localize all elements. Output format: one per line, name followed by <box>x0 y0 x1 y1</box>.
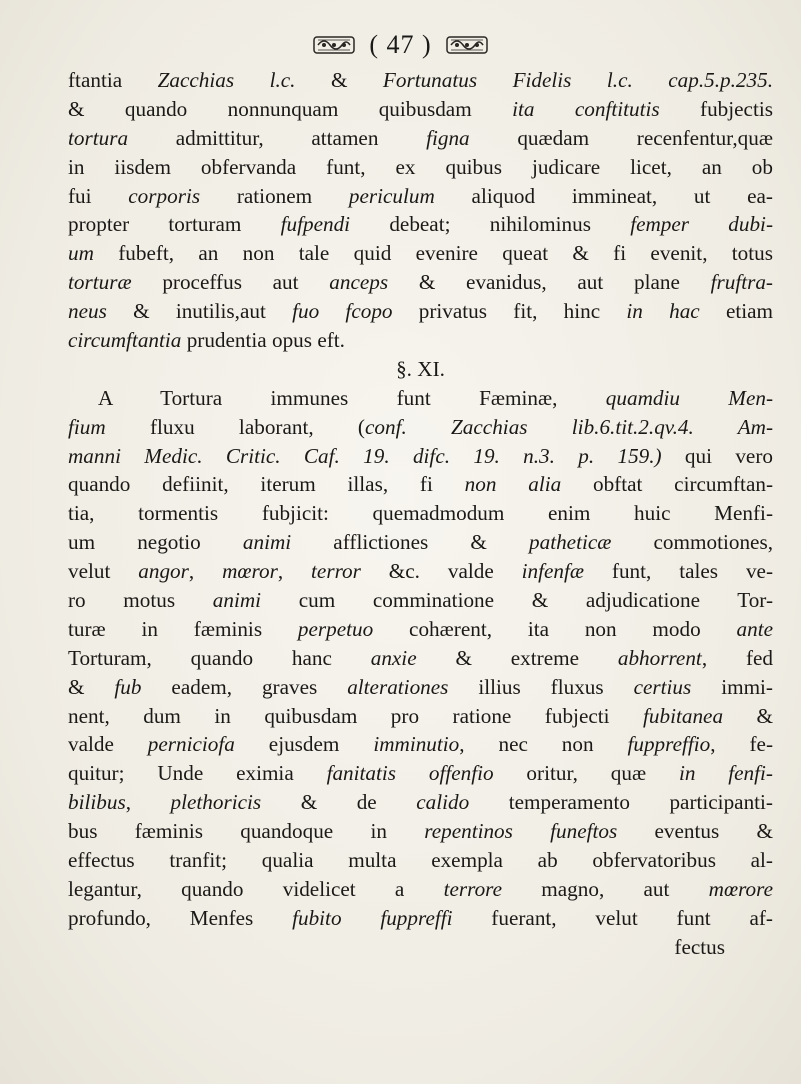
italic-text-run: fub <box>114 674 142 699</box>
text-run: proceffus aut <box>131 270 330 295</box>
text-run: oritur, quæ <box>493 761 679 786</box>
italic-text-run: bilibus <box>68 790 126 815</box>
section-heading <box>68 355 773 384</box>
text-run: §. XI. <box>396 356 445 381</box>
italic-text-run: mœrore <box>708 876 773 901</box>
text-run: A Tortura immunes funt Fæminæ, <box>98 385 606 410</box>
text-line <box>68 528 773 557</box>
text-line <box>68 586 773 615</box>
text-run: & evanidus, aut plane <box>388 270 711 295</box>
text-run: in iisdem obfervanda funt, ex quibus judicare licet, an ob <box>68 154 773 179</box>
text-line <box>68 95 773 124</box>
text-run: , fe- <box>710 732 773 757</box>
italic-text-run: abhorrent <box>617 645 702 670</box>
fleuron-ornament-left-icon <box>313 34 355 56</box>
text-run: afflictiones & <box>291 530 529 555</box>
text-run: fluxu laborant, ( <box>105 414 365 439</box>
text-run: admittitur, attamen <box>128 125 427 150</box>
italic-text-run: periculum <box>348 183 435 208</box>
text-run: effectus tranfit; qualia multa exempla ab obfervatoribus al- <box>68 848 773 873</box>
text-line <box>68 384 773 413</box>
italic-text-run: fium <box>68 414 106 439</box>
text-line <box>68 904 773 933</box>
text-run: & <box>68 674 115 699</box>
text-run: debeat; nihilominus <box>350 212 631 237</box>
italic-text-run: perniciofa <box>147 732 235 757</box>
italic-text-run: animi <box>212 588 262 613</box>
text-run: etiam <box>699 299 773 324</box>
italic-text-run: fuo fcopo <box>292 299 393 324</box>
text-run: prudentia opus eft. <box>181 328 345 353</box>
italic-text-run: fubito fuppreffi <box>292 905 453 930</box>
italic-text-run: neus <box>68 299 107 324</box>
italic-text-run: repentinos funeftos <box>424 819 618 844</box>
italic-text-run: terrore <box>443 876 503 901</box>
italic-text-run: certius <box>633 674 692 699</box>
text-line <box>68 470 773 499</box>
text-line <box>68 875 773 904</box>
text-run: ftantia <box>68 68 158 92</box>
italic-text-run: Zacchias l.c. <box>157 68 296 92</box>
italic-text-run: ita conftitutis <box>512 96 660 121</box>
text-line <box>68 297 773 326</box>
text-run: commotiones, <box>611 530 773 555</box>
text-run: privatus fit, hinc <box>392 299 627 324</box>
text-line <box>68 730 773 759</box>
text-line <box>68 817 773 846</box>
italic-text-run: um <box>68 241 94 266</box>
italic-text-run: tortura <box>68 125 129 150</box>
italic-text-run: patheticæ <box>529 530 612 555</box>
text-line <box>68 413 773 442</box>
text-line <box>68 124 773 153</box>
text-run: um negotio <box>68 530 243 555</box>
text-run: funt, tales ve- <box>584 559 773 584</box>
text-run: , <box>125 790 171 815</box>
text-run: temperamento participanti- <box>469 790 773 815</box>
fleuron-ornament-right-icon <box>446 34 488 56</box>
text-run: rationem <box>200 183 349 208</box>
italic-text-run: femper dubi- <box>630 212 773 237</box>
text-line <box>68 557 773 586</box>
text-run: Torturam, quando hanc <box>68 645 371 670</box>
italic-text-run: fuppreffio <box>627 732 711 757</box>
italic-text-run: alterationes <box>347 674 449 699</box>
italic-text-run: calido <box>416 790 470 815</box>
text-run: & <box>295 68 383 92</box>
text-line <box>68 326 773 355</box>
text-line <box>68 846 773 875</box>
text-run: fuerant, velut funt af- <box>452 905 773 930</box>
text-line <box>68 182 773 211</box>
text-line <box>68 442 773 471</box>
text-run: quædam recenfentur,quæ <box>469 125 773 150</box>
text-run: & de <box>261 790 417 815</box>
italic-text-run: angor <box>138 559 189 584</box>
text-line <box>68 210 773 239</box>
text-run: immi- <box>691 674 773 699</box>
italic-text-run: corporis <box>128 183 201 208</box>
text-run: ro motus <box>68 588 213 613</box>
italic-text-run: mœror <box>222 559 278 584</box>
italic-text-run: figna <box>426 125 470 150</box>
text-run: & extreme <box>416 645 618 670</box>
text-run: profundo, Menfes <box>68 905 293 930</box>
text-line <box>68 268 773 297</box>
text-run: ejusdem <box>234 732 374 757</box>
italic-text-run: infenfæ <box>521 559 585 584</box>
italic-text-run: anxie <box>370 645 417 670</box>
italic-text-run: torturæ <box>68 270 132 295</box>
italic-text-run: manni Medic. Critic. Caf. 19. difc. 19. n.3. p. 159.) <box>68 443 662 468</box>
text-run: velut <box>68 559 139 584</box>
italic-text-run: conf. Zacchias lib.6.tit.2.qv.4. Am- <box>364 414 773 439</box>
text-run: cum comminatione & adjudicatione Tor- <box>261 588 773 613</box>
text-line <box>68 239 773 268</box>
text-line <box>68 644 773 673</box>
text-run: tia, tormentis fubjicit: quemadmodum enim huic Menfi- <box>68 501 773 526</box>
italic-text-run: animi <box>242 530 292 555</box>
italic-text-run: fruftra- <box>710 270 773 295</box>
text-run: quando defiinit, iterum illas, fi <box>68 472 465 497</box>
text-run: illius fluxus <box>448 674 634 699</box>
italic-text-run: quamdiu Men- <box>605 385 773 410</box>
italic-text-run: ante <box>736 616 773 641</box>
text-run: aliquod immineat, ut ea- <box>434 183 773 208</box>
italic-text-run: anceps <box>329 270 389 295</box>
italic-text-run: non alia <box>464 472 562 497</box>
italic-text-run: in hac <box>626 299 700 324</box>
text-run: bus fæminis quandoque in <box>68 819 425 844</box>
text-run: fui <box>68 183 129 208</box>
italic-text-run: circumftantia <box>68 328 182 353</box>
text-run: magno, aut <box>502 876 709 901</box>
text-run: eadem, graves <box>141 674 348 699</box>
page-number: ( 47 ) <box>369 30 432 59</box>
text-run: , nec non <box>459 732 628 757</box>
text-line <box>68 788 773 817</box>
text-line <box>68 499 773 528</box>
text-line <box>68 759 773 788</box>
italic-text-run: fufpendi <box>280 212 351 237</box>
text-run: legantur, quando videlicet a <box>68 876 444 901</box>
text-run: valde <box>68 732 148 757</box>
text-run: fubjectis <box>659 96 773 121</box>
text-run: qui vero <box>661 443 773 468</box>
text-run: obftat circumftan- <box>561 472 773 497</box>
body-text <box>68 66 773 962</box>
page-header <box>0 28 801 62</box>
text-run: , <box>277 559 312 584</box>
text-run: & <box>723 703 773 728</box>
text-line <box>68 66 773 95</box>
text-line <box>68 153 773 182</box>
text-run: quitur; Unde eximia <box>68 761 327 786</box>
text-run: & quando nonnunquam quibusdam <box>68 96 513 121</box>
italic-text-run: plethoricis <box>170 790 262 815</box>
italic-text-run: imminutio <box>373 732 460 757</box>
text-line <box>68 702 773 731</box>
catchword: fectus <box>674 934 725 959</box>
text-run: cohærent, ita non modo <box>373 616 737 641</box>
text-run: &c. valde <box>360 559 522 584</box>
italic-text-run: terror <box>311 559 361 584</box>
italic-text-run: in fenfi- <box>678 761 773 786</box>
text-run: propter torturam <box>68 212 281 237</box>
text-run: , <box>188 559 223 584</box>
text-run: eventus & <box>617 819 773 844</box>
text-line <box>68 615 773 644</box>
italic-text-run: perpetuo <box>297 616 374 641</box>
text-run: & inutilis,aut <box>106 299 293 324</box>
italic-text-run: Fortunatus Fidelis l.c. cap.5.p.235. <box>382 68 773 92</box>
italic-text-run: fanitatis offenfio <box>326 761 494 786</box>
text-run: turæ in fæminis <box>68 616 298 641</box>
text-run: nent, dum in quibusdam pro ratione fubjecti <box>68 703 643 728</box>
text-run: fubeft, an non tale quid evenire queat & fi evenit, totus <box>93 241 773 266</box>
text-line <box>68 673 773 702</box>
text-run: , fed <box>701 645 773 670</box>
italic-text-run: fubitanea <box>643 703 724 728</box>
